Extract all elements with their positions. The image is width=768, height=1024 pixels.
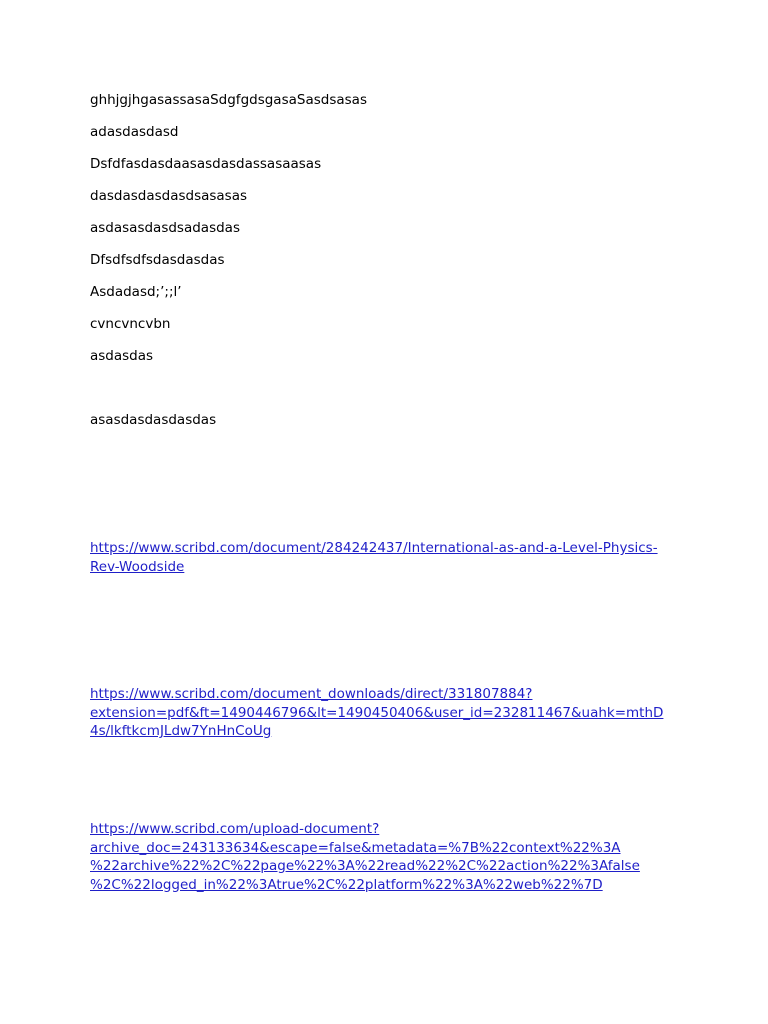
hyperlink-line[interactable]: %22archive%22%2C%22page%22%3A%22read%22%2C%22action%22%3Afalse — [90, 858, 640, 874]
paragraph-1: ghhjgjhgasassasaSdgfgdsgasaSasdsasas — [90, 92, 367, 108]
paragraph-4: dasdasdasdasdsasasas — [90, 188, 248, 204]
hyperlink-line[interactable]: https://www.scribd.com/upload-document? — [90, 821, 380, 837]
paragraph-5: asdasasdasdsadasdas — [90, 220, 240, 236]
paragraph-3: Dsfdfasdasdaasasdasdassasaasas — [90, 156, 322, 172]
hyperlink-line[interactable]: %2C%22logged_in%22%3Atrue%2C%22platform%22%3A%22web%22%7D — [90, 876, 603, 893]
paragraph-7: Asdadasd;’;;l’ — [90, 284, 182, 300]
hyperlink-line[interactable]: 4s/lkftkcmJLdw7YnHnCoUg — [90, 723, 272, 739]
hyperlink-line[interactable]: https://www.scribd.com/document_downloads/direct/331807884? — [90, 686, 533, 702]
paragraph-8: cvncvncvbn — [90, 316, 171, 332]
hyperlink-line[interactable]: archive_doc=243133634&escape=false&metadata=%7B%22context%22%3A — [90, 839, 621, 856]
paragraph-6: Dfsdfsdfsdasdasdas — [90, 252, 225, 268]
hyperlink-physics-document[interactable] — [90, 539, 658, 576]
hyperlink-line[interactable]: https://www.scribd.com/document/284242437/International-as-and-a-Level-Physics- — [90, 540, 658, 556]
hyperlink-direct-download[interactable] — [90, 685, 663, 741]
hyperlink-line[interactable]: extension=pdf&ft=1490446796&lt=1490450406&user_id=232811467&uahk=mthD — [90, 704, 664, 721]
paragraph-2: adasdasdasd — [90, 124, 179, 140]
hyperlink-line[interactable]: Rev-Woodside — [90, 558, 185, 575]
paragraph-9: asdasdas — [90, 348, 154, 364]
hyperlink-upload-document[interactable] — [90, 820, 640, 894]
paragraph-10: asasdasdasdasdas — [90, 412, 217, 428]
